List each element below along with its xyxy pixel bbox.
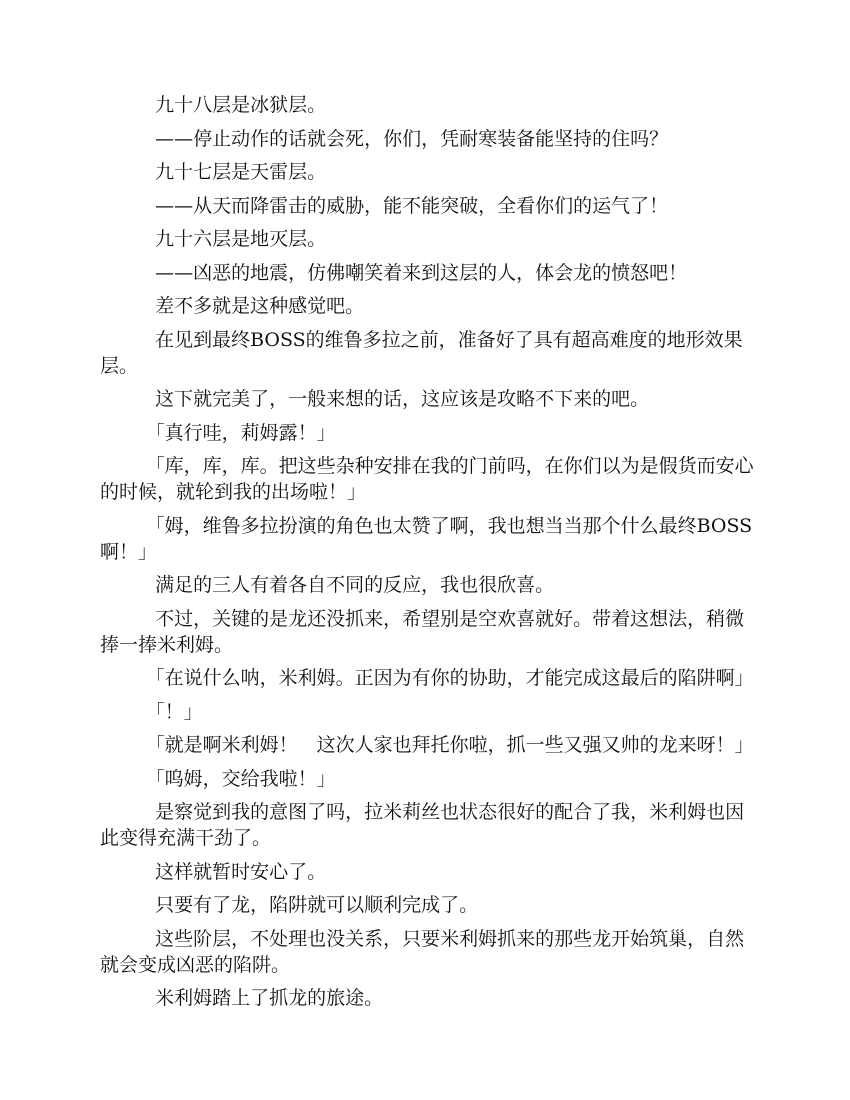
paragraph: 九十八层是冰狱层。 [155, 94, 327, 116]
paragraph: 满足的三人有着各自不同的反应，我也很欣喜。 [155, 574, 555, 596]
paragraph: 差不多就是这种感觉吧。 [155, 295, 365, 317]
paragraph: 米利姆踏上了抓龙的旅途。 [155, 987, 384, 1009]
dialog-line: 「！」 [145, 700, 203, 723]
paragraph: ——凶恶的地震，仿佛嘲笑着来到这层的人，体会龙的愤怒吧！ [155, 261, 688, 284]
dialog-line: 「库，库，库。把这些杂种安排在我的门前吗，在你们以为是假货而安心的时候，就轮到我的出场啦！」 [100, 455, 754, 503]
paragraph: 九十七层是天雷层。 [155, 161, 327, 183]
dialog-line: 「在说什么呐，米利姆。正因为有你的协助，才能完成这最后的陷阱啊」 [145, 667, 754, 689]
dialog-line: 「呜姆，交给我啦！」 [145, 767, 336, 790]
dialog-line: 「就是啊米利姆！ 这次人家也拜托你啦，抓一些又强又帅的龙来呀！」 [145, 734, 754, 756]
paragraph: ——停止动作的话就会死，你们，凭耐寒装备能坚持的住吗？ [155, 127, 669, 150]
paragraph: 只要有了龙，陷阱就可以顺利完成了。 [155, 894, 479, 916]
dialog-line: 「真行哇，莉姆露！」 [145, 421, 336, 444]
paragraph: 九十六层是地灭层。 [155, 228, 327, 250]
paragraph: 这样就暂时安心了。 [155, 860, 327, 883]
paragraph: 是察觉到我的意图了吗，拉米莉丝也状态很好的配合了我，米利姆也因此变得充满干劲了。 [100, 801, 745, 849]
paragraph: 这些阶层，不处理也没关系，只要米利姆抓来的那些龙开始筑巢，自然就会变成凶恶的陷阱。 [100, 927, 745, 976]
paragraph: 在见到最终BOSS的维鲁多拉之前，准备好了具有超高难度的地形效果层。 [100, 328, 743, 377]
dialog-line: 「姆，维鲁多拉扮演的角色也太赞了啊，我也想当当那个什么最终BOSS啊！」 [100, 514, 753, 563]
paragraph: ——从天而降雷击的威胁，能不能突破，全看你们的运气了！ [155, 194, 669, 217]
paragraph: 这下就完美了，一般来想的话，这应该是攻略不下来的吧。 [155, 388, 650, 410]
paragraph: 不过，关键的是龙还没抓来，希望别是空欢喜就好。带着这想法，稍微捧一捧米利姆。 [100, 607, 745, 656]
document-page [100, 92, 760, 1019]
